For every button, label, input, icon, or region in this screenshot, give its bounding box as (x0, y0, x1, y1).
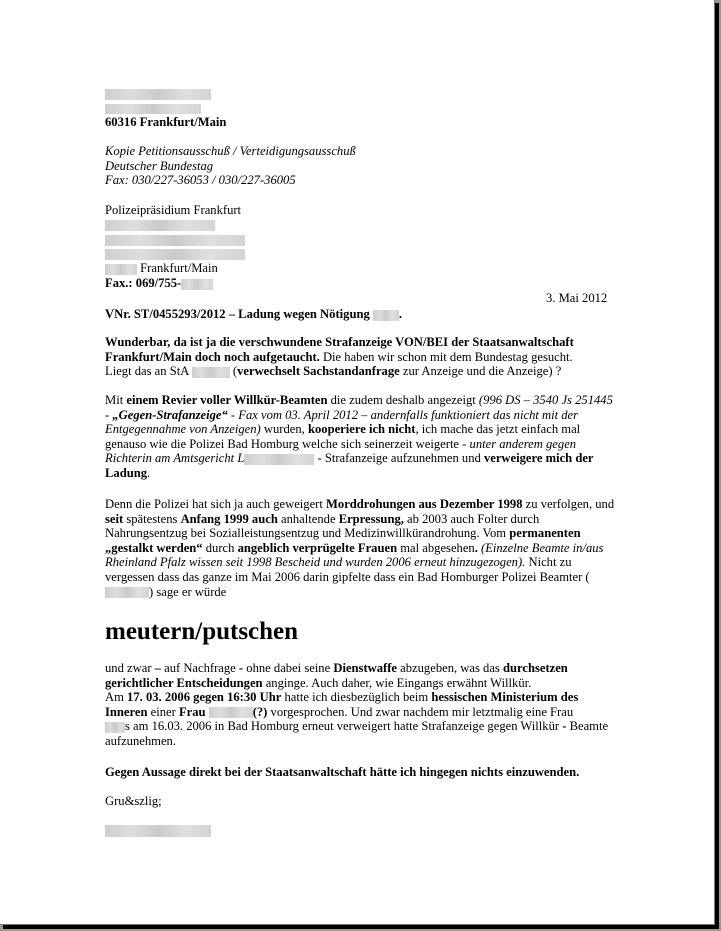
subject-line (105, 307, 402, 322)
recipient-redacted-1 (105, 218, 245, 233)
p1-end: zur Anzeige und die Anzeige) ? (399, 364, 562, 379)
page-shadow-bottom (3, 925, 719, 929)
copy-to-fax: Fax: 030/227-36053 / 030/227-36005 (105, 173, 296, 188)
p4-d: - (238, 661, 244, 675)
sender-name-redacted (105, 86, 226, 101)
p2-k: - Strafanzeige aufzunehmen und (314, 451, 484, 466)
p3-a: Denn die Polizei hat sich ja auch geweigert (105, 497, 327, 511)
p3-h: Erpressung, (338, 511, 404, 526)
p4-g: abzugeben, was das (397, 661, 503, 675)
sender-city: 60316 Frankfurt/Main (105, 115, 227, 130)
p5-g: (?) (252, 704, 268, 719)
letter-date: 3. Mai 2012 (546, 291, 608, 305)
recipient-redacted-3 (105, 247, 245, 262)
p3-d: seit (105, 511, 124, 526)
recipient-fax-label: Fax.: 069/755- (105, 275, 182, 290)
p2-c: die zudem deshalb angezeigt (327, 393, 479, 407)
p3-p: Nicht zu vergessen dass das ganze im Mai 2006 darin gipfelte dass ein Bad Homburger Polizei Beamter ( (105, 555, 590, 584)
p4-e: ohne dabei seine (243, 661, 334, 675)
p2-i: , ich mache das jetzt einfach mal genauso wie die Polizei Bad Homburg welche sich seinerzeit weigerte - (105, 422, 581, 451)
p2-e: „Gegen-Strafanzeige“ (112, 407, 228, 422)
p1-bold-intro: Wunderbar, da ist ja die verschwundene Strafanzeige VON/BEI der Staatsanwaltschaft Frankfurt/Main doch noch aufgetaucht. (105, 335, 574, 364)
p5-h: vorgesprochen. Und zwar nachdem mir letztmalig eine Frau (267, 704, 574, 719)
recipient-city: Frankfurt/Main (140, 261, 218, 276)
p3-q: ) sage er würde (149, 584, 227, 599)
page-shadow-right (715, 3, 719, 929)
p5-e: einer (147, 704, 179, 719)
subject-text: VNr. ST/0455293/2012 – Ladung wegen Nötigung (105, 307, 370, 321)
subject-end: . (398, 307, 403, 321)
recipient-name: Polizeipräsidium Frankfurt (105, 203, 242, 217)
copy-to-line1: Kopie Petitionsausschuß / Verteidigungsausschuß (105, 144, 356, 158)
p3-k: durch (202, 540, 238, 555)
paragraph-4 (105, 661, 615, 749)
paragraph-2 (105, 393, 613, 481)
sender-street-redacted (105, 101, 226, 116)
p1-bold: verwechselt Sachstandanfrage (237, 364, 400, 379)
p4-a: und zwar (105, 661, 155, 675)
p2-g: wurden, (260, 422, 308, 437)
p4-i: anginge. Auch daher, wie Eingangs erwähnt Willkür. (262, 675, 532, 690)
p5-f: Frau (178, 704, 206, 719)
recipient-redacted-2 (105, 232, 245, 247)
p2-m: . (147, 465, 151, 480)
p2-j: unter anderem gegen Richterin am Amtsgericht L (105, 436, 577, 466)
p3-f: Anfang 1999 auch (180, 511, 278, 526)
p5-c: hatte ich diesbezüglich beim (281, 690, 432, 705)
p3-g: anhaltende (277, 511, 339, 526)
p5-a: Am (105, 690, 128, 705)
p3-b: Morddrohungen aus Dezember 1998 (326, 497, 523, 511)
recipient-city-line (105, 261, 245, 276)
p4-f: Dienstwaffe (333, 661, 398, 675)
headline: meutern/putschen (105, 618, 299, 645)
p3-i: ab 2003 auch Folter durch Nahrungsentzug bei Sozialleistungsentzug und Medizinwillkürandrohung. Vom (105, 511, 540, 541)
p2-a: Mit (105, 393, 127, 407)
copy-to-line2: Deutscher Bundestag (105, 158, 214, 173)
paragraph-3 (105, 497, 615, 599)
p3-o: (Einzelne Beamte in/aus Rheinland Pfalz wissen seit 1998 Bescheid und wurden 2006 erneut hinzugezogen). (105, 540, 604, 570)
p2-d: (996 DS – 3540 Js 251445 - (105, 393, 613, 422)
p2-l: verweigere mich der Ladung (105, 451, 594, 480)
p2-f: - Fax vom 03. April 2012 – andernfalls funktioniert das nicht mit der Entgegennahme von Anzeigen) (105, 407, 579, 437)
recipient-fax (105, 276, 245, 291)
p2-b: einem Revier voller Willkür-Beamten (126, 393, 328, 407)
p4-h: durchsetzen gerichtlicher Entscheidungen (105, 661, 568, 690)
p5-i: s am 16.03. 2006 in Bad Homburg erneut verweigert hatte Strafanzeige gegen Willkür (125, 719, 563, 734)
p3-c: zu verfolgen, und (522, 497, 615, 511)
p3-m: mal abgesehen (397, 540, 475, 555)
p3-n: . (474, 540, 478, 555)
recipient-block (105, 203, 245, 291)
p5-b: 17. 03. 2006 gegen 16:30 Uhr (127, 690, 282, 705)
paragraph-1 (105, 335, 615, 379)
greeting: Gru&szlig; (105, 794, 162, 808)
p3-e: spätestens (123, 511, 181, 526)
p3-l: angeblich verprügelte Frauen (237, 540, 398, 555)
copy-to-block (105, 144, 356, 188)
p4-b: – (154, 661, 161, 675)
p1-text-sta: Liegt das an StA (105, 364, 192, 379)
p5-k: Beamte aufzunehmen. (105, 719, 609, 748)
p1-paren: ( (229, 364, 238, 379)
sender-block (105, 86, 226, 130)
p5-j: - (562, 719, 567, 734)
p1-text: Die haben wir schon mit dem Bundestag gesucht. (319, 349, 573, 364)
signature-redacted (105, 823, 211, 838)
p4-c: auf Nachfrage (160, 661, 239, 675)
closing-statement: Gegen Aussage direkt bei der Staatsanwaltschaft hätte ich hingegen nichts einzuwenden. (105, 765, 580, 779)
p2-h: kooperiere ich nicht (307, 422, 416, 437)
p3-j: permanenten „gestalkt werden“ (105, 526, 581, 555)
p5-d: hessischen Ministerium des Inneren (105, 690, 579, 719)
